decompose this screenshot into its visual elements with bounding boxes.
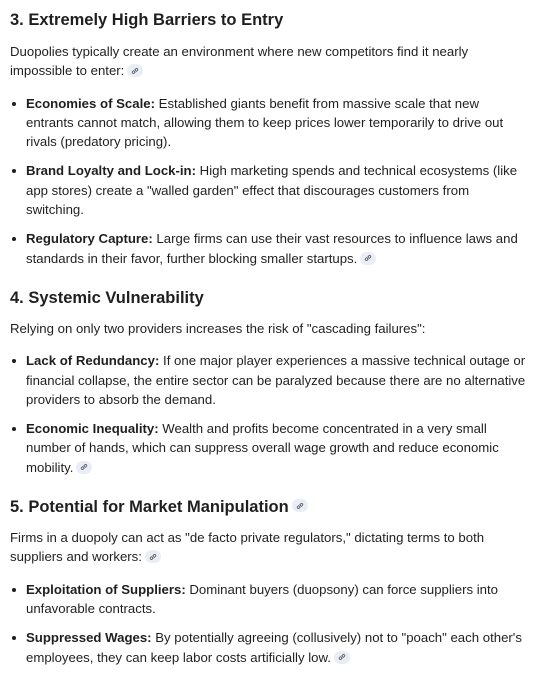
list-item: Suppressed Wages: By potentially agreeing (collusively) not to "poach" each other's employees, they can keep labor costs artificially low.: [10, 628, 528, 667]
section-intro: Firms in a duopoly can act as "de facto private regulators," dictating terms to both suppliers and workers:: [10, 530, 485, 565]
list-item: Regulatory Capture: Large firms can use their vast resources to influence laws and standards in their favor, further blocking smaller startups.: [10, 229, 528, 268]
link-icon[interactable]: [127, 64, 143, 77]
link-icon[interactable]: [145, 550, 161, 563]
section-list: [10, 351, 528, 477]
section-intro: Duopolies typically create an environment where new competitors find it nearly impossible to enter:: [10, 44, 469, 79]
link-icon[interactable]: [76, 461, 92, 474]
link-icon[interactable]: [334, 651, 350, 664]
section-heading: 3. Extremely High Barriers to Entry: [10, 11, 284, 29]
section-heading: 5. Potential for Market Manipulation: [10, 495, 528, 519]
list-item: Lack of Redundancy: If one major player experiences a massive technical outage or financial collapse, the entire sector can be paralyzed because there are no alternative providers to absorb the demand.: [10, 351, 528, 409]
section-list: [10, 94, 528, 268]
section-intro: Relying on only two providers increases the risk of "cascading failures":: [10, 320, 426, 336]
article: [10, 8, 528, 667]
section-heading: 4. Systemic Vulnerability: [10, 288, 204, 307]
list-item: Economies of Scale: Established giants benefit from massive scale that new entrants cannot match, allowing them to keep prices lower temporarily to drive out rivals (predatory pricing).: [10, 94, 528, 152]
list-item: Brand Loyalty and Lock-in: High marketing spends and technical ecosystems (like app stores) create a "walled garden" effect that discourages customers from switching.: [10, 161, 528, 219]
list-item: Exploitation of Suppliers: Dominant buyers (duopsony) can force suppliers into unfavorable contracts.: [10, 580, 528, 619]
link-icon[interactable]: [292, 499, 308, 512]
link-icon[interactable]: [360, 252, 376, 265]
list-item: Economic Inequality: Wealth and profits become concentrated in a very small number of hands, which can suppress overall wage growth and reduce economic mobility.: [10, 419, 528, 477]
section-list: [10, 580, 528, 667]
